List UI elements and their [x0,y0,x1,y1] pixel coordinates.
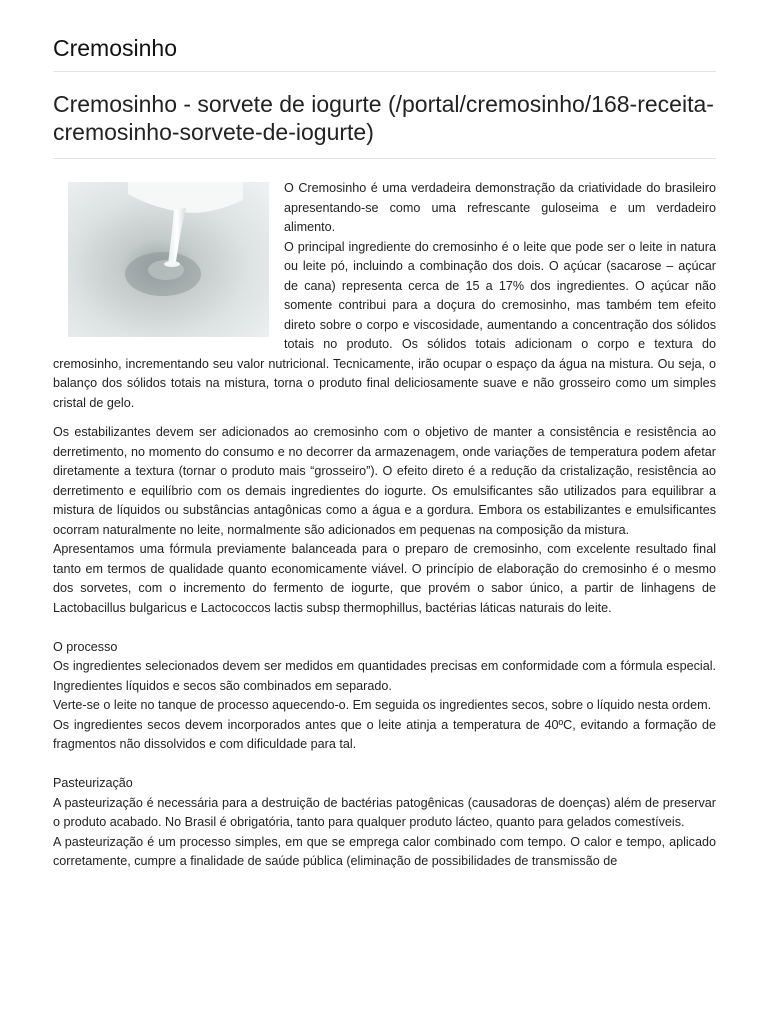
milk-pour-image [68,182,269,337]
spacer [53,618,716,638]
section-heading: O processo [53,639,118,654]
intro-paragraph: O Cremosinho é uma verdadeira demonstração da criatividade do brasileiro apresentando-se como uma refrescante guloseima e um verdadeiro alimento. [284,181,716,234]
intro-paragraph: O principal ingrediente do cremosinho é o leite que pode ser o leite in natura ou leite pó, incluindo a combinação dos dois. O açúcar (sacarose – açúcar de cana) representa cerca de 15 a 17% dos ingredientes. O açúcar não somente contribui para a doçura do cremosinho, mas também tem efeito direto sobre o corpo e viscosidade, aumentando a concentração dos sólidos totais no produto. Os sólidos totais adicionam o corpo e textura do cremosinho, incrementando seu valor nutricional. Tecnicamente, irão ocupar o espaço da água na mistura. Ou seja, o balanço dos sólidos totais na mistura, torna o produto final deliciosamente suave e não grosseiro como um simples cristal de gelo. [53,239,716,410]
process-line: Os ingredientes secos devem incorporados antes que o leite atinja a temperatura de 40ºC, evitando a formação de fragmentos não dissolvidos e com dificuldade para tal. [53,717,716,751]
site-title: Cremosinho [53,0,716,72]
article-title: Cremosinho - sorvete de iogurte (/portal/cremosinho/168-receita-cremosinho-sorvete-de-iogurte) [53,72,716,159]
formula-paragraph: Apresentamos uma fórmula previamente balanceada para o preparo de cremosinho, com excelente resultado final tanto em termos de qualidade quanto economicamente viável. O princípio de elaboração do cremosinho é o mesmo dos sorvetes, com o incremento do fermento de iogurte, que provém o sabor único, a partir de linhagens de Lactobacillus bulgaricus e Lactococcos lactis subsp thermophillus, bactérias láticas naturais do leite. [53,542,716,615]
process-line: Verte-se o leite no tanque de processo aquecendo-o. Em seguida os ingredientes secos, sobre o líquido nesta ordem. [53,698,712,712]
process-line: Os ingredientes selecionados devem ser medidos em quantidades precisas em conformidade com a fórmula especial. Ingredientes líquidos e secos são combinados em separado. [53,659,716,693]
article-body [53,159,716,872]
pasteurization-section [53,774,716,872]
pasteurization-line: A pasteurização é necessária para a destruição de bactérias patogênicas (causadoras de doenças) além de preservar o produto acabado. No Brasil é obrigatória, tanto para qualquer produto lácteo, quanto para gelados comestíveis. [53,795,716,829]
process-section [53,638,716,755]
stabilizers-paragraph: Os estabilizantes devem ser adicionados ao cremosinho com o objetivo de manter a consistência e resistência ao derretimento, no momento do consumo e no decorrer da armazenagem, onde variações de temperatura podem afetar diretamente a textura (tornar o produto mais “grosseiro”). O efeito direto é a redução da cristalização, resistência ao derretimento e equilíbrio com os demais ingredientes do iogurte. Os emulsificantes são utilizados para equilibrar a mistura de líquidos ou substâncias antagônicas como a água e a gordura. Embora os estabilizantes e emulsificantes ocorram naturalmente no leite, normalmente são adicionados em pequenas na composição da mistura. [53,425,716,537]
section-heading: Pasteurização [53,776,133,790]
pasteurization-line: A pasteurização é um processo simples, em que se emprega calor combinado com tempo. O calor e tempo, aplicado corretamente, cumpre a finalidade de saúde pública (eliminação de possibilidades de transmissão de [53,834,716,868]
spacer [53,755,716,775]
